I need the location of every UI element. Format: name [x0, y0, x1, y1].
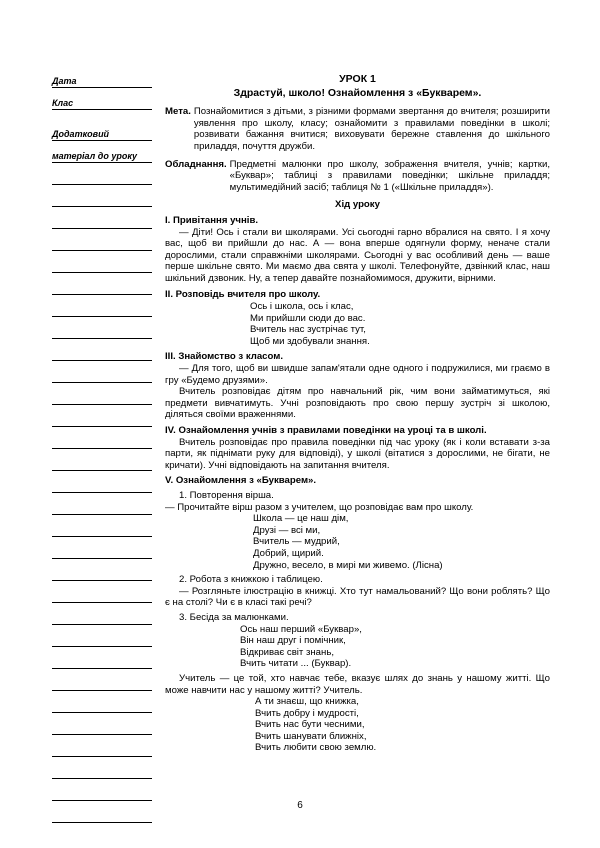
poem-line: Вчитель — мудрий,	[253, 536, 340, 548]
margin-blank-line[interactable]	[52, 391, 152, 405]
margin-blank-line[interactable]	[52, 787, 152, 801]
poem-line: А ти знаєш, що книжка,	[255, 696, 359, 708]
section-3-text-b: Вчитель розповідає дітям про навчальний рік, чим вони займатимуться, які предмети вивчатимуть. Учні розповідають про свою першу зустріч зі школою, діляться своїми враженнями.	[165, 386, 550, 421]
margin-blank-line[interactable]	[52, 435, 152, 449]
poem-4	[255, 696, 550, 754]
goal-key: Мета.	[165, 106, 191, 118]
poem-line: Добрий, щирий.	[253, 547, 324, 559]
margin-blank-line[interactable]	[52, 545, 152, 559]
sub-2-title: 2. Робота з книжкою і таблицею.	[179, 574, 323, 586]
section-4-text: Вчитель розповідає про правила поведінки під час уроку (як і коли вставати з-за парти, як піднімати руку для відповіді), у школі (вітатися з дорослими, не бігати, не кричати). Учні відповідають на запитання вчителя.	[165, 436, 550, 471]
margin-blank-line[interactable]	[52, 281, 152, 295]
margin-column	[52, 74, 152, 831]
poem-line: Дружно, весело, в мирі ми живемо. (Лісна)	[253, 559, 443, 571]
lesson-topic: Здрастуй, школо! Ознайомлення з «Букварем».	[233, 86, 482, 99]
lesson-equipment	[165, 159, 550, 194]
equipment-value: Предметні малюнки про школу, зображення вчителя, учнів; картки, «Буквар»; таблиці з правилами поведінки; шкільне приладдя; мультимедійний засіб; таблиця № 1 («Шкільне приладдя»).	[229, 158, 550, 193]
lesson-number: УРОК 1	[339, 73, 376, 85]
final-paragraph: Учитель — це той, хто навчає тебе, вказує шлях до знань у нашому житті. Що може навчити нас у нашому житті? Учитель.	[165, 672, 550, 696]
margin-blank-line[interactable]	[52, 215, 152, 229]
section-2-heading: ІІ. Розповідь вчителя про школу.	[165, 288, 321, 300]
poem-line: Вчить читати ... (Буквар).	[240, 658, 352, 670]
lesson-goal	[165, 106, 550, 152]
poem-line: Школа — це наш дім,	[253, 513, 349, 525]
sub-1-intro: — Прочитайте вірш разом з учителем, що розповідає вам про школу.	[165, 501, 474, 513]
date-label: Дата	[52, 76, 77, 86]
material-label-1: Додатковий	[52, 129, 110, 139]
margin-blank-line[interactable]	[52, 567, 152, 581]
margin-blank-line[interactable]	[52, 699, 152, 713]
poem-line: Щоб ми здобували знання.	[250, 335, 370, 347]
poem-line: Ось наш перший «Буквар»,	[240, 623, 362, 635]
sub-2-text: — Розгляньте ілюстрацію в книжці. Хто тут намальований? Що вони роблять? Що є на столі? Чи є в класі такі речі?	[165, 585, 550, 609]
margin-blank-line[interactable]	[52, 765, 152, 779]
margin-blank-line[interactable]	[52, 655, 152, 669]
material-label-2: матеріал до уроку	[52, 151, 138, 161]
margin-blank-line[interactable]	[52, 303, 152, 317]
margin-blank-line[interactable]	[52, 369, 152, 383]
class-label: Клас	[52, 98, 74, 108]
lesson-content	[165, 74, 550, 757]
flow-title: Хід уроку	[335, 199, 380, 211]
material-line-1[interactable]	[52, 118, 152, 141]
poem-line: Він наш друг і помічник,	[240, 635, 346, 647]
class-line[interactable]	[52, 96, 152, 110]
goal-value: Познайомитися з дітьми, з різними формами звертання до вчителя; розширити уявлення про школу, класу; ознайомити з правилами поведінки в школі; розвивати бажання вчитися; виховувати бережне ставлення до шкільного приладдя, почуття дружби.	[193, 106, 550, 152]
section-1-text: — Діти! Ось і стали ви школярами. Усі сьогодні гарно вбралися на свято. І я хочу вас, щоб ви прийшли до нас. А — вона вперше одягнули форму, неначе стали дорослими, стали справжніми школярами. Сьогодні у вас особливий день — ваше перше шкільне свято. Ми маємо два свята у школі. Телефонуйте, дзвінкий клас, наш шкільний дзвоник. Ну, а тепер давайте познайомимося, дружити, вірними.	[165, 226, 550, 284]
section-3-text: — Для того, щоб ви швидше запам'ятали одне одного і подружилися, ми граємо в гру «Будемо друзями».	[165, 363, 550, 386]
poem-line: Вчить шанувати ближніх,	[255, 730, 367, 742]
poem-line: Вчить любити свою землю.	[255, 742, 377, 754]
margin-blank-line[interactable]	[52, 479, 152, 493]
poem-line: Вчить нас бути чесними,	[255, 719, 365, 731]
poem-line: Друзі — всі ми,	[253, 524, 321, 536]
poem-line: Вчить добру і мудрості,	[255, 707, 359, 719]
material-line-2[interactable]	[52, 149, 152, 163]
section-1-heading: І. Привітання учнів.	[165, 214, 259, 226]
poem-2	[253, 513, 550, 571]
poem-line: Відкриває світ знань,	[240, 646, 334, 658]
poem-1	[250, 301, 550, 347]
margin-blank-line[interactable]	[52, 721, 152, 735]
poem-3	[240, 624, 550, 670]
margin-blank-line[interactable]	[52, 413, 152, 427]
margin-blank-line[interactable]	[52, 743, 152, 757]
sub-1-title: 1. Повторення вірша.	[179, 490, 274, 501]
margin-blank-line[interactable]	[52, 633, 152, 647]
sub-3-title: 3. Бесіда за малюнками.	[179, 611, 289, 623]
margin-blank-line[interactable]	[52, 237, 152, 251]
margin-blank-line[interactable]	[52, 457, 152, 471]
margin-blank-line[interactable]	[52, 501, 152, 515]
page-number: 6	[297, 800, 303, 811]
margin-blank-line[interactable]	[52, 809, 152, 823]
margin-blank-line[interactable]	[52, 325, 152, 339]
poem-line: Вчитель нас зустрічає тут,	[250, 324, 366, 336]
poem-line: Ось і школа, ось і клас,	[250, 301, 354, 313]
margin-blank-line[interactable]	[52, 677, 152, 691]
margin-blank-line[interactable]	[52, 259, 152, 273]
blank-lines	[52, 171, 152, 823]
section-5-heading: V. Ознайомлення з «Букварем».	[165, 475, 317, 487]
margin-blank-line[interactable]	[52, 347, 152, 361]
margin-blank-line[interactable]	[52, 171, 152, 185]
margin-blank-line[interactable]	[52, 611, 152, 625]
poem-line: Ми прийшли сюди до вас.	[250, 312, 366, 324]
section-4-heading: IV. Ознайомлення учнів з правилами поведінки на уроці та в школі.	[165, 425, 487, 437]
margin-blank-line[interactable]	[52, 589, 152, 603]
equipment-key: Обладнання.	[165, 158, 227, 170]
date-line[interactable]	[52, 74, 152, 88]
margin-blank-line[interactable]	[52, 523, 152, 537]
section-3-heading: ІІІ. Знайомство з класом.	[165, 351, 284, 363]
margin-blank-line[interactable]	[52, 193, 152, 207]
